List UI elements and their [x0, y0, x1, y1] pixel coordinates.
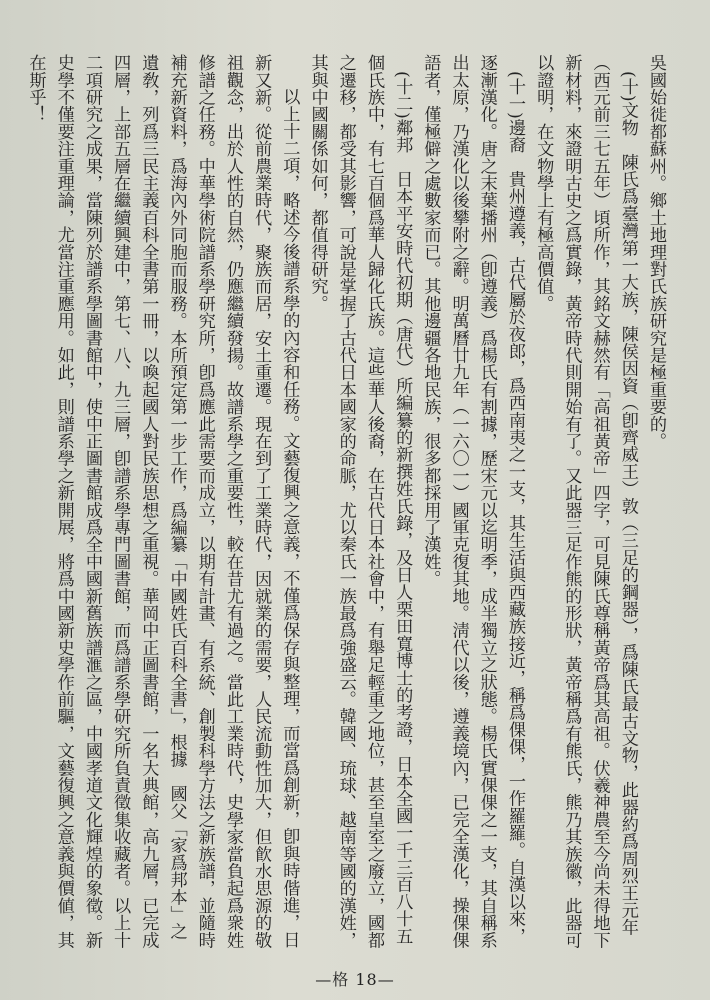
vertical-text-body	[25, 54, 670, 954]
paragraph-item-11-borderlands: (十一)邊裔 貴州遵義，古代屬於夜郎，爲西南夷之一支，其生活與西藏族接近，稱爲倮倮，一作羅羅。自漢以來，逐漸漢化。唐之末葉播州（卽遵義）爲楊氏有割據，歷宋元以迄明季，成半獨立之狀態。楊氏實倮倮之一支，其自稱系出太原，乃漢化以後攀附之辭。明萬曆廿九年（一六〇一）國軍克復其地。淸代以後，遵義境內，已完全漢化，操倮倮語者，僅極僻之處數家而已。其他邊疆各地民族，很多都採用了漢姓。	[420, 54, 525, 949]
paragraph-item-12-neighbors: (十二)鄰邦 日本平安時代初期（唐代）所編纂的新撰姓氏錄，及日人栗田寬博士的考證，日本全國一千三百八十五個氏族中，有七百個爲華人歸化氏族。這些華人後裔，在古代日本社會中，有舉足輕重之地位，甚至皇室之廢立，國都之遷移，都受其影響，可說是掌握了古代日本國家的命脈，尤以秦氏一族最爲強盛云。韓國、琉球、越南等國的漢姓，其與中國關係如何，都值得研究。	[307, 54, 413, 949]
page-number: —格 18—	[315, 970, 395, 989]
paragraph-item-10-artifacts: (十)文物 陳氏爲臺灣第一大族，陳侯因資（卽齊威王）敦（三足的鋼器），爲陳氏最古文物，此器約爲周烈王元年（西元前三七五年）頃所作，其銘文赫然有「高祖黃帝」四字，可見陳氏尊稱黃帝爲其高祖。伏羲神農至今尚未得地下新材料，來證明古史之爲實錄，黃帝時代則開始有了。又此器三足作熊的形狀，黃帝稱爲有熊氏，熊乃其族徽，此器可以證明，在文物學上有極高價值。	[533, 54, 638, 949]
paragraph-wu-capital: 吳國始徙都蘇州。鄉土地理對氏族研究是極重要的。	[646, 54, 666, 450]
paragraph-summary: 以上十二項，略述今後譜系學的內容和任務。文藝復興之意義，不僅爲保存與整理，而當爲創新，卽與時偕進，日新又新。從前農業時代，聚族而居，安土重遷。現在到了工業時代，因就業的需要，人民流動性加大，但飮水思源的敬祖觀念，出於人性的自然，仍應繼續發揚。故譜系學之重要性，較在昔尤有過之。當此工業時代，史學家當負起爲衆姓修譜之任務。中華學術院譜系學研究所，卽爲應此需要而成立，以期有計畫、有系統、創製科學方法之新族譜，並隨時補充新資料，爲海內外同胞而服務。本所預定第一步工作，爲編纂「中國姓氏百科全書」，根據 國父「家爲邦本」之遺敎，列爲三民主義百科全書第一冊，以喚起國人對民族思想之重視。華岡中正圖書館，一名大典館，高九層，已完成四層，上部五層在繼續興建中，第七、八、九三層，卽譜系學專門圖書館，而爲譜系學研究所負責徵集收藏者。以上十二項研究之成果，當陳列於譜系學圖書館中，使中正圖書館成爲全中國新舊族譜滙之區，中國孝道文化輝煌的象徵。新史學不僅要注重理論，尤當注重應用。如此，則譜系學之新開展，將爲中國新史學作前驅，文藝復興之意義與價値，其在斯乎！	[25, 54, 300, 949]
